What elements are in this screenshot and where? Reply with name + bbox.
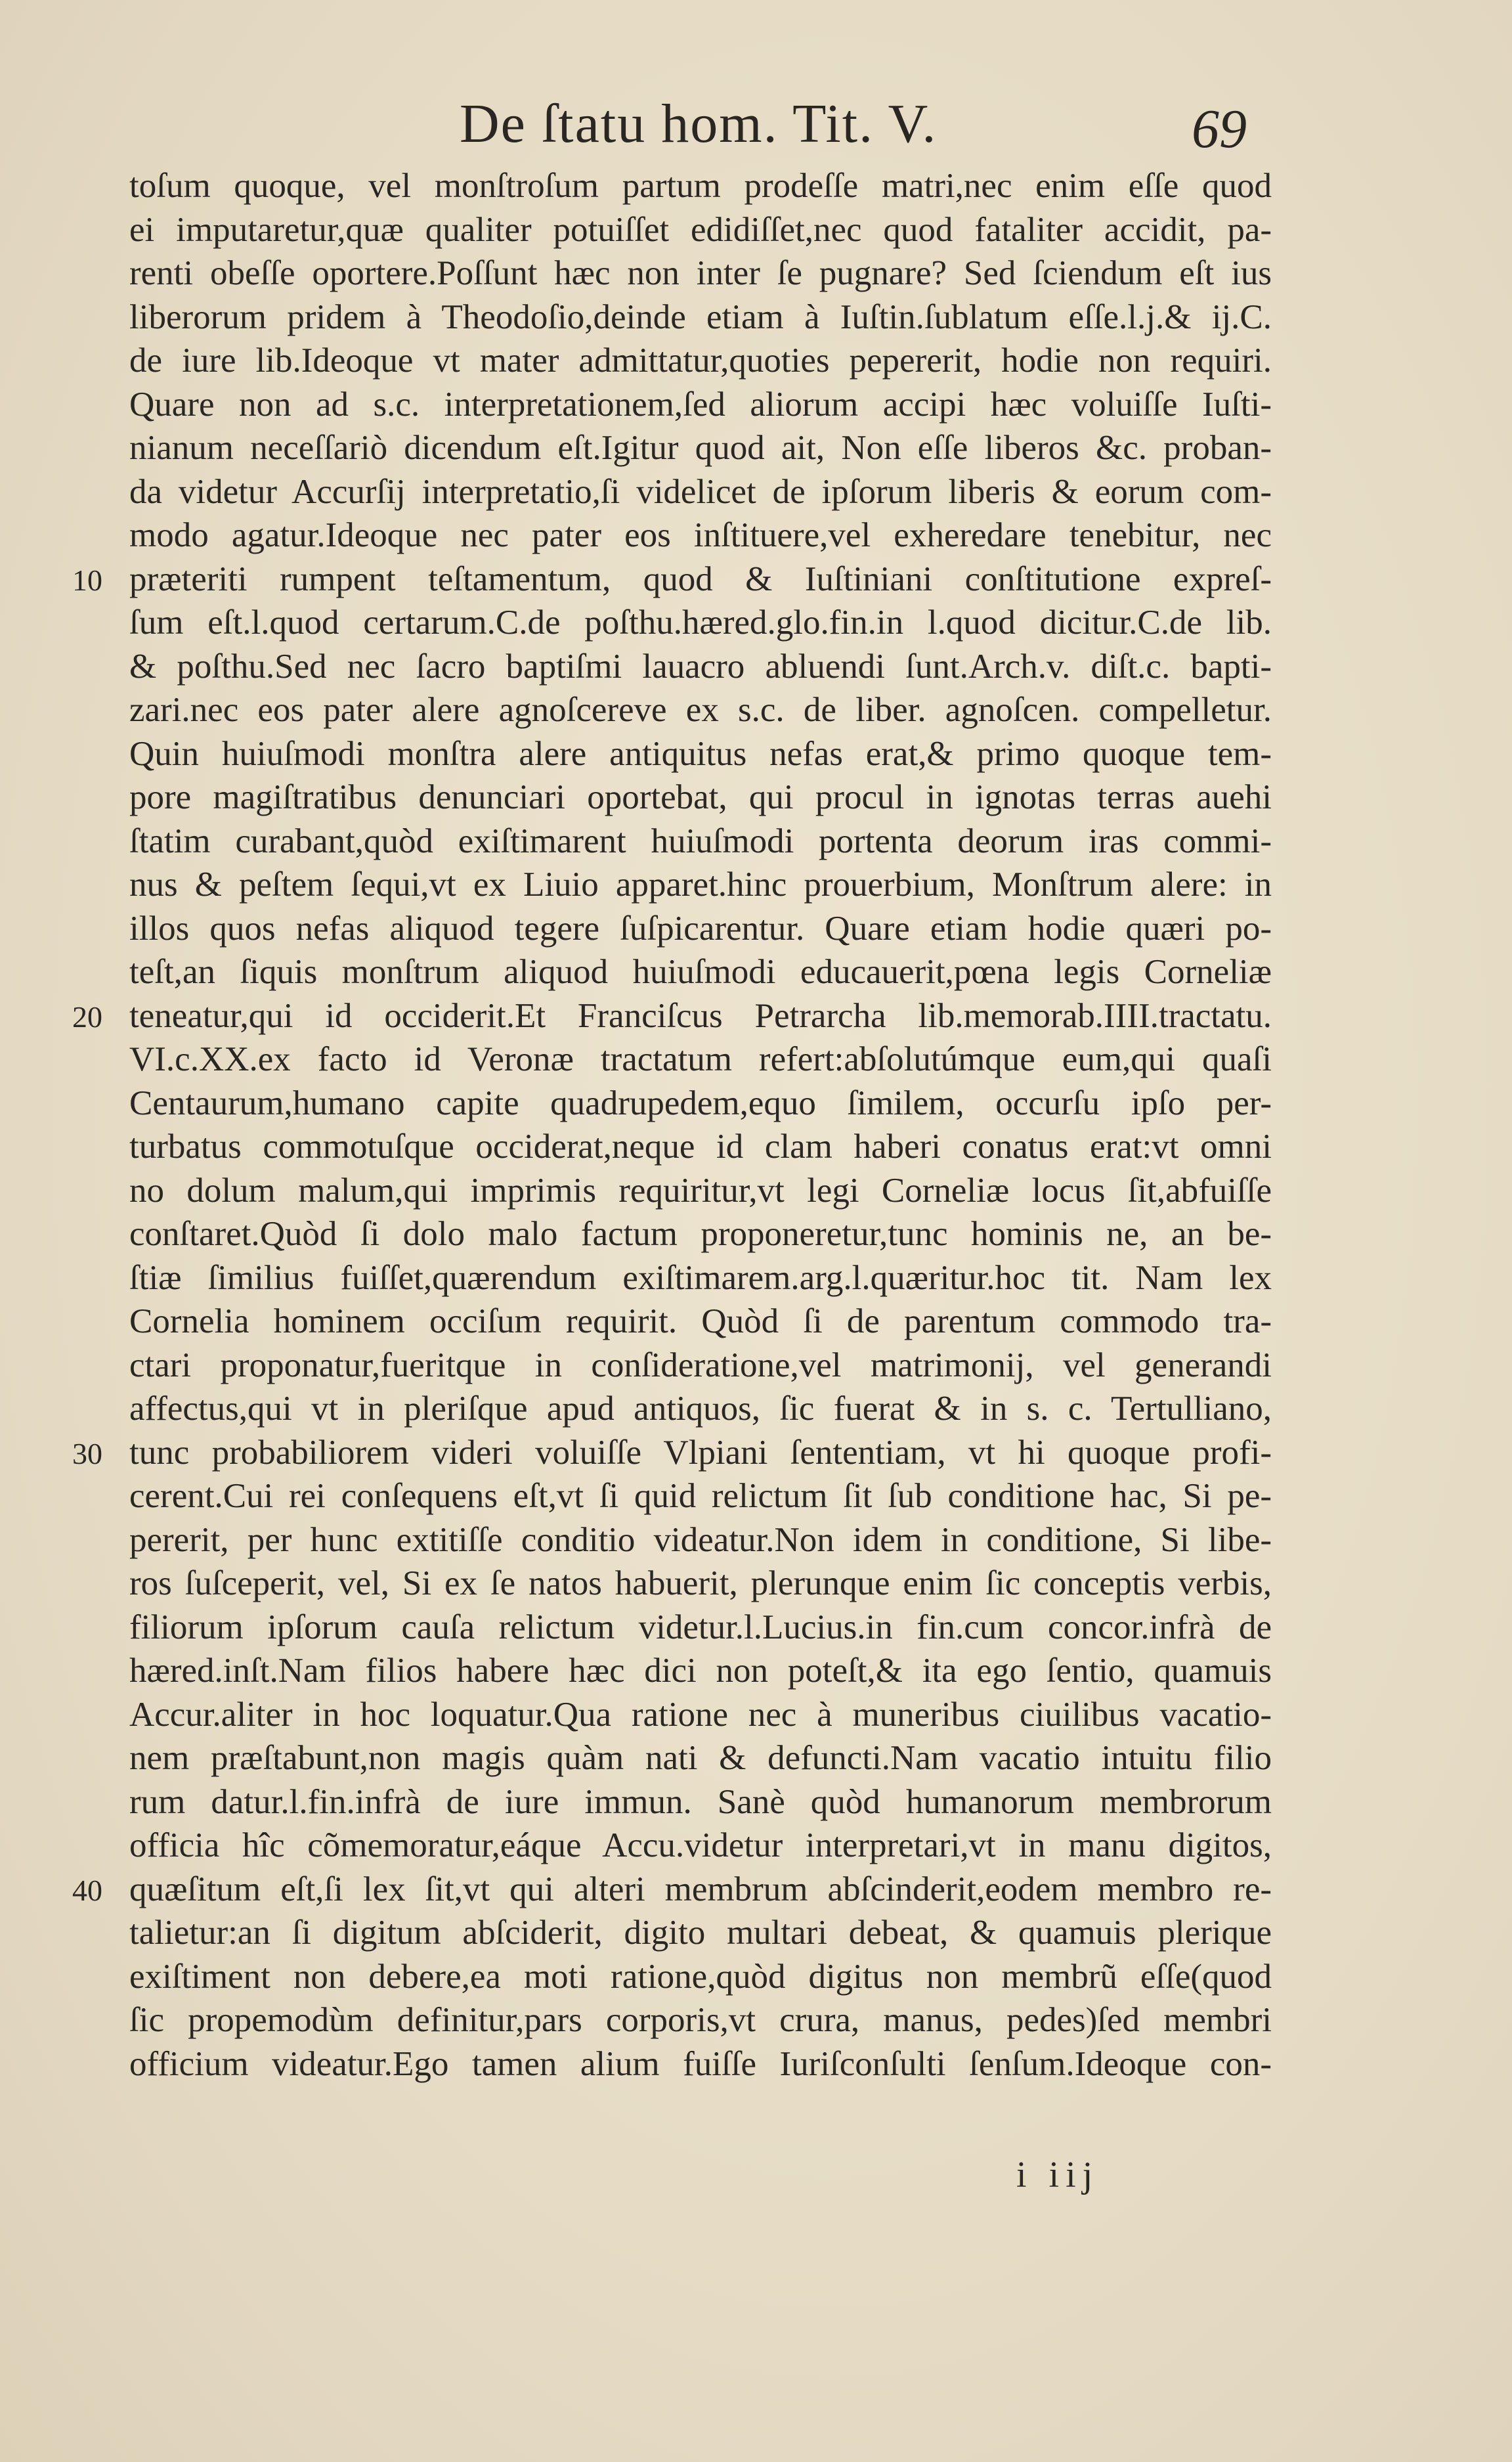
- text-line: pore magiſtratibus denunciari oportebat, qui procul in ignotas terras auehi: [129, 778, 1272, 816]
- text-line: officium videatur.Ego tamen alium fuiſſe Iuriſconſulti ſenſum.Ideoque con-: [129, 2044, 1272, 2083]
- text-line: toſum quoque, vel monſtroſum partum prodeſſe matri,nec enim eſſe quod: [129, 167, 1272, 205]
- page-header: [0, 85, 1512, 158]
- text-line: illos quos nefas aliquod tegere ſuſpicarentur. Quare etiam hodie quæri po-: [129, 909, 1272, 948]
- running-title: De ſtatu hom. Tit. V.: [460, 93, 938, 154]
- text-line: officia hîc cõmemoratur,eáque Accu.videtur interpretari,vt in manu digitos,: [129, 1826, 1272, 1864]
- text-line: teſt,an ſiquis monſtrum aliquod huiuſmodi educauerit,pœna legis Corneliæ: [129, 953, 1272, 991]
- text-line: nus & peſtem ſequi,vt ex Liuio apparet.hinc prouerbium, Monſtrum alere: in: [129, 866, 1272, 904]
- text-line: Cornelia hominem occiſum requirit. Quòd ſi de parentum commodo tra-: [129, 1302, 1272, 1340]
- text-line: zari.nec eos pater alere agnoſcereve ex s.c. de liber. agnoſcen. compelletur.: [129, 691, 1272, 729]
- text-line: exiſtiment non debere,ea moti ratione,quòd digitus non membrũ eſſe(quod: [129, 1957, 1272, 1996]
- text-line: nem præſtabunt,non magis quàm nati & defuncti.Nam vacatio intuitu filio: [129, 1739, 1272, 1777]
- body-text: [129, 164, 1272, 2086]
- margin-line-number: 20: [72, 1000, 102, 1034]
- text-line: conſtaret.Quòd ſi dolo malo factum proponeretur,tunc hominis ne, an be-: [129, 1215, 1272, 1253]
- text-line: ſic propemodùm definitur,pars corporis,vt crura, manus, pedes)ſed membri: [129, 2001, 1272, 2039]
- text-line: & poſthu.Sed nec ſacro baptiſmi lauacro abluendi ſunt.Arch.v. diſt.c. bapti-: [129, 647, 1272, 686]
- text-line: præteriti rumpent teſtamentum, quod & Iuſtiniani conſtitutione expreſ-: [129, 560, 1272, 598]
- text-line: tunc probabiliorem videri voluiſſe Vlpiani ſententiam, vt hi quoque profi-: [129, 1433, 1272, 1472]
- text-line: ctari proponatur,fueritque in conſideratione,vel matrimonij, vel generandi: [129, 1346, 1272, 1384]
- text-line: Centaurum,humano capite quadrupedem,equo ſimilem, occurſu ipſo per-: [129, 1084, 1272, 1122]
- text-line: turbatus commotuſque occiderat,neque id clam haberi conatus erat:vt omni: [129, 1128, 1272, 1166]
- text-line: rum datur.l.fin.infrà de iure immun. Sanè quòd humanorum membrorum: [129, 1782, 1272, 1821]
- text-line: ſtatim curabant,quòd exiſtimarent huiuſmodi portenta deorum iras commi-: [129, 822, 1272, 860]
- text-line: teneatur,qui id occiderit.Et Franciſcus Petrarcha lib.memorab.IIII.tractatu.: [129, 996, 1272, 1035]
- text-line: pererit, per hunc extitiſſe conditio videatur.Non idem in conditione, Si libe-: [129, 1520, 1272, 1559]
- text-line: hæred.inſt.Nam filios habere hæc dici non poteſt,& ita ego ſentio, quamuis: [129, 1652, 1272, 1690]
- text-line: de iure lib.Ideoque vt mater admittatur,quoties pepererit, hodie non requiri.: [129, 341, 1272, 380]
- text-line: talietur:an ſi digitum abſciderit, digito multari debeat, & quamuis plerique: [129, 1914, 1272, 1952]
- text-line: modo agatur.Ideoque nec pater eos inſtituere,vel exheredare tenebitur, nec: [129, 516, 1272, 554]
- text-line: filiorum ipſorum cauſa relictum videtur.l.Lucius.in fin.cum concor.infrà de: [129, 1608, 1272, 1646]
- text-line: cerent.Cui rei conſequens eſt,vt ſi quid relictum ſit ſub conditione hac, Si pe-: [129, 1477, 1272, 1515]
- text-line: ei imputaretur,quæ qualiter potuiſſet edidiſſet,nec quod fataliter accidit, pa-: [129, 210, 1272, 249]
- text-line: ſum eſt.l.quod certarum.C.de poſthu.hæred.glo.fin.in l.quod dicitur.C.de lib.: [129, 604, 1272, 642]
- text-line: liberorum pridem à Theodoſio,deinde etiam à Iuſtin.ſublatum eſſe.l.j.& ij.C.: [129, 297, 1272, 336]
- text-line: ros ſuſceperit, vel, Si ex ſe natos habuerit, plerunque enim ſic conceptis verbis,: [129, 1564, 1272, 1602]
- text-line: renti obeſſe oportere.Poſſunt hæc non inter ſe pugnare? Sed ſciendum eſt ius: [129, 254, 1272, 292]
- text-line: quæſitum eſt,ſi lex ſit,vt qui alteri membrum abſcinderit,eodem membro re-: [129, 1870, 1272, 1908]
- margin-line-number: 40: [72, 1873, 102, 1907]
- signature-mark: i iij: [1016, 2155, 1100, 2195]
- text-line: no dolum malum,qui imprimis requiritur,vt legi Corneliæ locus ſit,abfuiſſe: [129, 1171, 1272, 1210]
- page-number: 69: [1192, 99, 1247, 160]
- text-line: Quin huiuſmodi monſtra alere antiquitus nefas erat,& primo quoque tem-: [129, 734, 1272, 773]
- text-line: affectus,qui vt in pleriſque apud antiquos, ſic fuerat & in s. c. Tertulliano,: [129, 1390, 1272, 1428]
- text-line: Accur.aliter in hoc loquatur.Qua ratione nec à muneribus ciuilibus vacatio-: [129, 1695, 1272, 1734]
- text-line: VI.c.XX.ex facto id Veronæ tractatum refert:abſolutúmque eum,qui quaſi: [129, 1040, 1272, 1078]
- text-line: Quare non ad s.c. interpretationem,ſed aliorum accipi hæc voluiſſe Iuſti-: [129, 385, 1272, 424]
- text-line: ſtiæ ſimilius fuiſſet,quærendum exiſtimarem.arg.l.quæritur.hoc tit. Nam lex: [129, 1258, 1272, 1297]
- margin-line-number: 30: [72, 1436, 102, 1470]
- text-line: da videtur Accurſij interpretatio,ſi videlicet de ipſorum liberis & eorum com-: [129, 472, 1272, 511]
- margin-line-number: 10: [72, 563, 102, 597]
- text-line: nianum neceſſariò dicendum eſt.Igitur quod ait, Non eſſe liberos &c. proban-: [129, 429, 1272, 467]
